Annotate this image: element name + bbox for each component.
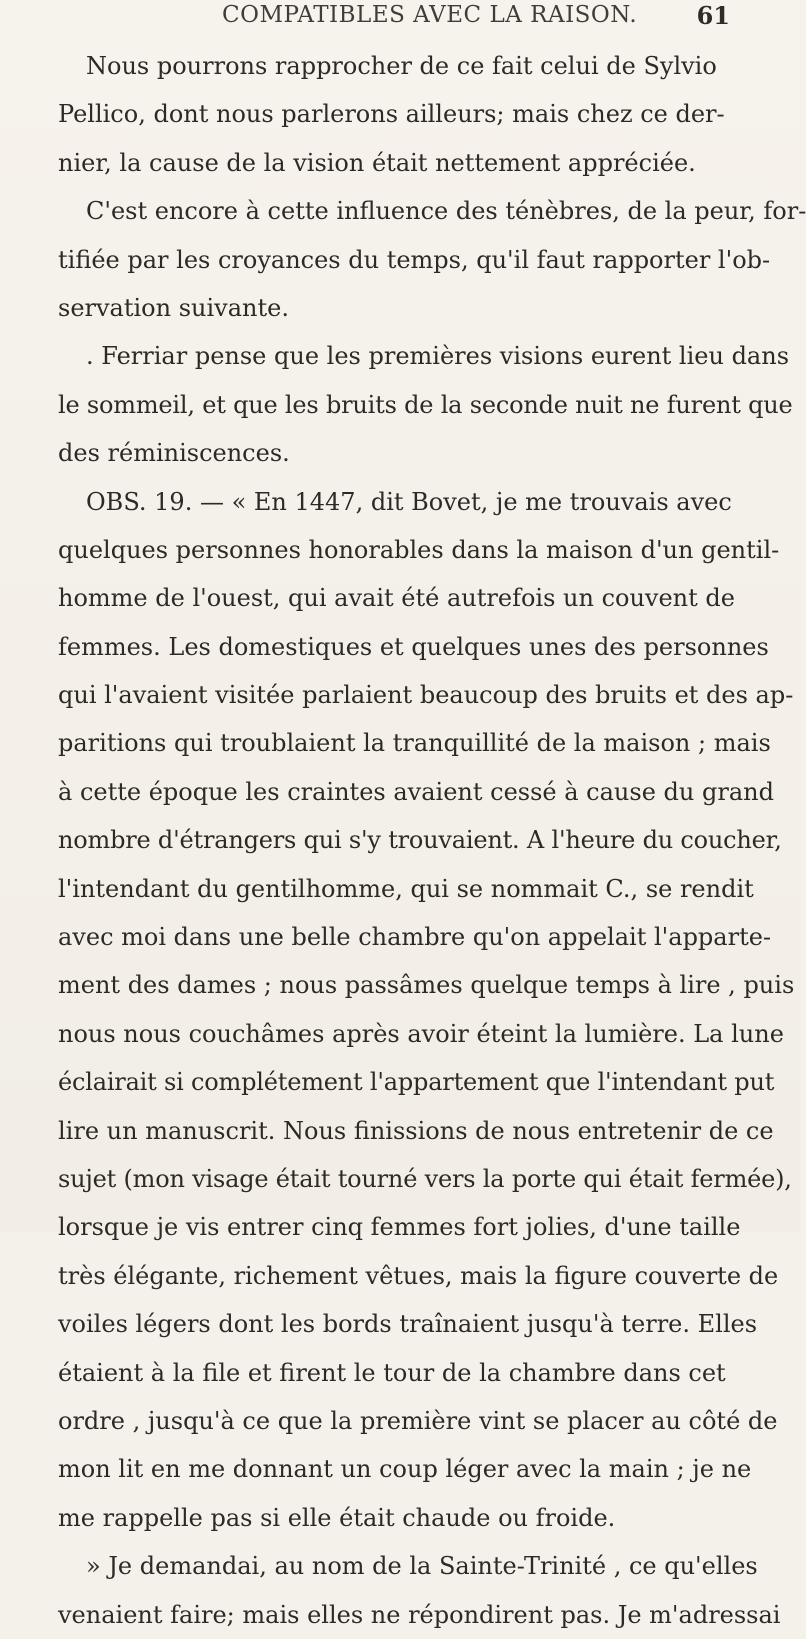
text-line: ordre , jusqu'à ce que la première vint se placer au côté de [58, 1406, 778, 1435]
text-line: des réminiscences. [58, 439, 290, 468]
text-line: homme de l'ouest, qui avait été autrefois un couvent de [58, 584, 735, 613]
observation-heading-line: OBS. 19. — « En 1447, dit Bovet, je me trouvais avec [86, 487, 732, 516]
text-line: . Ferriar pense que les premières visions eurent lieu dans [86, 342, 790, 371]
text-line: nombre d'étrangers qui s'y trouvaient. A l'heure du coucher, [58, 826, 782, 855]
text-line: avec moi dans une belle chambre qu'on appelait l'apparte- [58, 923, 772, 952]
running-title: COMPATIBLES AVEC LA RAISON. [222, 2, 638, 28]
text-line: quelques personnes honorables dans la maison d'un gentil- [58, 535, 780, 564]
text-line: mon lit en me donnant un coup léger avec la main ; je ne [58, 1455, 752, 1484]
body-text [58, 42, 806, 1639]
text-line: me rappelle pas si elle était chaude ou froide. [58, 1503, 616, 1532]
text-line: paritions qui troublaient la tranquillité de la maison ; mais [58, 729, 771, 758]
text-line: nous nous couchâmes après avoir éteint la lumière. La lune [58, 1019, 784, 1048]
text-line: qui l'avaient visitée parlaient beaucoup des bruits et des ap- [58, 681, 794, 710]
text-line: lorsque je vis entrer cinq femmes fort jolies, d'une taille [58, 1213, 741, 1242]
text-line: tifiée par les croyances du temps, qu'il faut rapporter l'ob- [58, 245, 771, 274]
text-line: lire un manuscrit. Nous finissions de nous entretenir de ce [58, 1116, 774, 1145]
text-line: à cette époque les craintes avaient cessé à cause du grand [58, 777, 774, 806]
text-line: éclairait si complétement l'appartement que l'intendant put [58, 1068, 775, 1097]
text-line: Pellico, dont nous parlerons ailleurs; mais chez ce der- [58, 100, 725, 129]
text-line: ment des dames ; nous passâmes quelque temps à lire , puis [58, 971, 795, 1000]
text-line: le sommeil, et que les bruits de la seconde nuit ne furent que [58, 390, 793, 419]
page-number: 61 [696, 1, 730, 30]
text-line: étaient à la file et firent le tour de la chambre dans cet [58, 1358, 726, 1387]
running-head [76, 2, 730, 36]
text-line: femmes. Les domestiques et quelques unes des personnes [58, 632, 769, 661]
text-line: très élégante, richement vêtues, mais la figure couverte de [58, 1261, 779, 1290]
text-line: » Je demandai, au nom de la Sainte-Trinité , ce qu'elles [86, 1552, 758, 1581]
text-line: sujet (mon visage était tourné vers la porte qui était fermée), [58, 1164, 792, 1193]
text-line: nier, la cause de la vision était nettement appréciée. [58, 148, 696, 177]
text-line: servation suivante. [58, 293, 289, 322]
text-line: voiles légers dont les bords traînaient jusqu'à terre. Elles [58, 1310, 758, 1339]
text-line: venaient faire; mais elles ne répondirent pas. Je m'adressai [58, 1600, 781, 1629]
text-line: Nous pourrons rapprocher de ce fait celui de Sylvio [86, 52, 717, 80]
text-line: C'est encore à cette influence des ténèbres, de la peur, for- [86, 197, 806, 226]
text-line: l'intendant du gentilhomme, qui se nommait C., se rendit [58, 874, 754, 903]
